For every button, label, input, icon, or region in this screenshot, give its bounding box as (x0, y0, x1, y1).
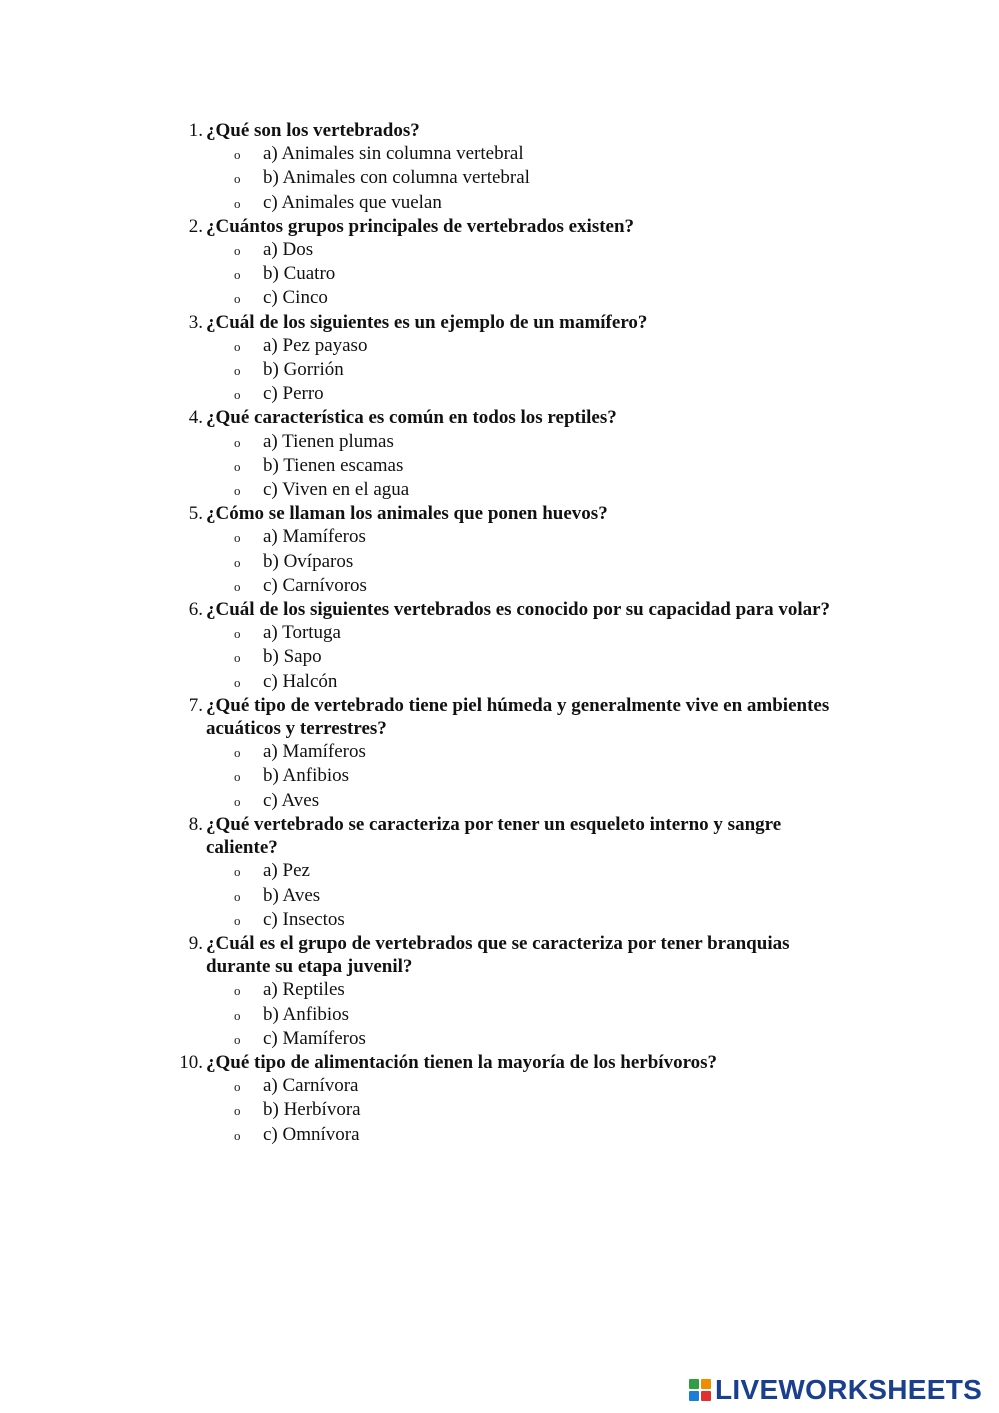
circle-bullet-icon: o (234, 1007, 241, 1023)
question-item (160, 598, 840, 694)
question-number: 4. (188, 407, 203, 429)
quiz-list (160, 119, 840, 1147)
answer-option-label: b) Ovíparos (263, 550, 354, 572)
answer-options (203, 978, 840, 1051)
question-body (203, 694, 840, 813)
answer-option-label: b) Anfibios (263, 1003, 350, 1025)
question-item (160, 502, 840, 598)
answer-option-label: b) Sapo (263, 646, 322, 668)
answer-option-label: a) Tienen plumas (263, 430, 394, 452)
question-text: ¿Cómo se llaman los animales que ponen huevos? (206, 503, 608, 525)
answer-option-label: c) Carnívoros (263, 574, 367, 596)
question-body (203, 119, 840, 215)
circle-bullet-icon: o (234, 888, 241, 904)
logo-square-orange (701, 1379, 711, 1389)
answer-option[interactable] (203, 859, 840, 883)
answer-option-label: c) Viven en el agua (263, 479, 410, 501)
question-item (160, 1051, 840, 1147)
logo-square-red (701, 1391, 711, 1401)
answer-option[interactable] (203, 574, 840, 598)
question-item (160, 813, 840, 932)
answer-option[interactable] (203, 1003, 840, 1027)
answer-option[interactable] (203, 740, 840, 764)
answer-option[interactable] (203, 764, 840, 788)
question-body (203, 932, 840, 1051)
question-number: 2. (188, 215, 203, 237)
answer-option[interactable] (203, 262, 840, 286)
answer-option-label: a) Tortuga (263, 622, 341, 644)
answer-options (203, 859, 840, 932)
answer-option-label: a) Mamíferos (263, 741, 366, 763)
answer-option[interactable] (203, 978, 840, 1002)
question-number: 9. (188, 932, 203, 954)
answer-option-label: b) Anfibios (263, 765, 350, 787)
circle-bullet-icon: o (234, 243, 241, 259)
circle-bullet-icon: o (234, 554, 241, 570)
logo-square-blue (689, 1391, 699, 1401)
circle-bullet-icon: o (234, 864, 241, 880)
answer-option[interactable] (203, 884, 840, 908)
circle-bullet-icon: o (234, 983, 241, 999)
question-text: ¿Qué vertebrado se caracteriza por tener un esqueleto interno y sangre caliente? (206, 813, 782, 859)
question-text: ¿Cuál de los siguientes es un ejemplo de un mamífero? (206, 311, 648, 333)
answer-options (203, 525, 840, 598)
answer-option[interactable] (203, 478, 840, 502)
answer-option[interactable] (203, 1098, 840, 1122)
answer-option[interactable] (203, 286, 840, 310)
circle-bullet-icon: o (234, 674, 241, 690)
circle-bullet-icon: o (234, 1103, 241, 1119)
question-body (203, 1051, 840, 1147)
answer-options (203, 430, 840, 503)
answer-option-label: a) Carnívora (263, 1075, 359, 1097)
circle-bullet-icon: o (234, 626, 241, 642)
answer-option[interactable] (203, 1074, 840, 1098)
circle-bullet-icon: o (234, 338, 241, 354)
circle-bullet-icon: o (234, 483, 241, 499)
answer-option[interactable] (203, 645, 840, 669)
question-text: ¿Cuántos grupos principales de vertebrados existen? (206, 215, 635, 237)
answer-option-label: a) Dos (263, 239, 314, 261)
circle-bullet-icon: o (234, 793, 241, 809)
question-item (160, 119, 840, 215)
answer-option-label: b) Tienen escamas (263, 454, 404, 476)
question-number: 5. (188, 503, 203, 525)
answer-option[interactable] (203, 454, 840, 478)
answer-option[interactable] (203, 238, 840, 262)
question-text: ¿Qué tipo de alimentación tienen la mayoría de los herbívoros? (206, 1051, 718, 1073)
answer-option[interactable] (203, 430, 840, 454)
circle-bullet-icon: o (234, 745, 241, 761)
question-text: ¿Qué tipo de vertebrado tiene piel húmeda y generalmente vive en ambientes acuáticos y terrestres? (206, 694, 830, 740)
answer-options (203, 142, 840, 215)
answer-option-label: b) Herbívora (263, 1099, 361, 1121)
circle-bullet-icon: o (234, 267, 241, 283)
circle-bullet-icon: o (234, 458, 241, 474)
answer-option[interactable] (203, 382, 840, 406)
answer-option[interactable] (203, 334, 840, 358)
answer-option-label: c) Insectos (263, 908, 345, 930)
answer-option[interactable] (203, 358, 840, 382)
circle-bullet-icon: o (234, 434, 241, 450)
answer-options (203, 334, 840, 407)
circle-bullet-icon: o (234, 1031, 241, 1047)
circle-bullet-icon: o (234, 769, 241, 785)
question-text: ¿Cuál es el grupo de vertebrados que se caracteriza por tener branquias durante su etapa juvenil? (206, 932, 790, 978)
answer-option-label: c) Cinco (263, 287, 328, 309)
question-item (160, 406, 840, 502)
question-number: 3. (188, 311, 203, 333)
answer-option-label: c) Perro (263, 383, 324, 405)
circle-bullet-icon: o (234, 171, 241, 187)
answer-option-label: c) Omnívora (263, 1123, 360, 1145)
circle-bullet-icon: o (234, 530, 241, 546)
question-body (203, 598, 840, 694)
answer-option[interactable] (203, 621, 840, 645)
question-number: 7. (188, 694, 203, 716)
question-number: 10. (179, 1051, 203, 1073)
circle-bullet-icon: o (234, 147, 241, 163)
circle-bullet-icon: o (234, 195, 241, 211)
liveworksheets-logo-icon (689, 1379, 711, 1401)
answer-option[interactable] (203, 550, 840, 574)
circle-bullet-icon: o (234, 1079, 241, 1095)
answer-option[interactable] (203, 789, 840, 813)
answer-option[interactable] (203, 142, 840, 166)
question-text: ¿Qué característica es común en todos los reptiles? (206, 407, 617, 429)
circle-bullet-icon: o (234, 291, 241, 307)
answer-option-label: a) Mamíferos (263, 526, 366, 548)
question-item (160, 694, 840, 813)
answer-option-label: a) Pez payaso (263, 334, 368, 356)
answer-option-label: c) Animales que vuelan (263, 191, 442, 213)
question-item (160, 932, 840, 1051)
answer-option[interactable] (203, 166, 840, 190)
question-item (160, 215, 840, 311)
answer-option-label: c) Mamíferos (263, 1027, 366, 1049)
question-body (203, 311, 840, 407)
question-body (203, 813, 840, 932)
answer-options (203, 1074, 840, 1147)
circle-bullet-icon: o (234, 363, 241, 379)
answer-option-label: a) Reptiles (263, 979, 345, 1001)
answer-options (203, 238, 840, 311)
question-body (203, 406, 840, 502)
question-number: 8. (188, 813, 203, 835)
answer-options (203, 740, 840, 813)
answer-option-label: b) Aves (263, 884, 321, 906)
question-number: 6. (188, 599, 203, 621)
brand-name: LIVEWORKSHEETS (715, 1374, 983, 1405)
circle-bullet-icon: o (234, 387, 241, 403)
circle-bullet-icon: o (234, 650, 241, 666)
answer-option-label: b) Cuatro (263, 263, 336, 285)
question-number: 1. (188, 120, 203, 141)
question-text: ¿Cuál de los siguientes vertebrados es conocido por su capacidad para volar? (206, 599, 831, 621)
circle-bullet-icon: o (234, 912, 241, 928)
answer-option-label: c) Halcón (263, 670, 338, 692)
answer-option[interactable] (203, 670, 840, 694)
logo-square-green (689, 1379, 699, 1389)
question-body (203, 502, 840, 598)
question-item (160, 311, 840, 407)
answer-option-label: a) Animales sin columna vertebral (263, 143, 524, 165)
answer-option[interactable] (203, 1027, 840, 1051)
answer-option[interactable] (203, 191, 840, 215)
liveworksheets-brand[interactable] (689, 1374, 982, 1406)
answer-option-label: b) Animales con columna vertebral (263, 167, 530, 189)
answer-option-label: c) Aves (263, 789, 320, 811)
answer-option[interactable] (203, 525, 840, 549)
answer-option-label: b) Gorrión (263, 359, 344, 381)
answer-option[interactable] (203, 908, 840, 932)
question-body (203, 215, 840, 311)
circle-bullet-icon: o (234, 1127, 241, 1143)
answer-option-label: a) Pez (263, 860, 310, 882)
circle-bullet-icon: o (234, 578, 241, 594)
answer-option[interactable] (203, 1123, 840, 1147)
answer-options (203, 621, 840, 694)
question-text: ¿Qué son los vertebrados? (206, 120, 420, 141)
